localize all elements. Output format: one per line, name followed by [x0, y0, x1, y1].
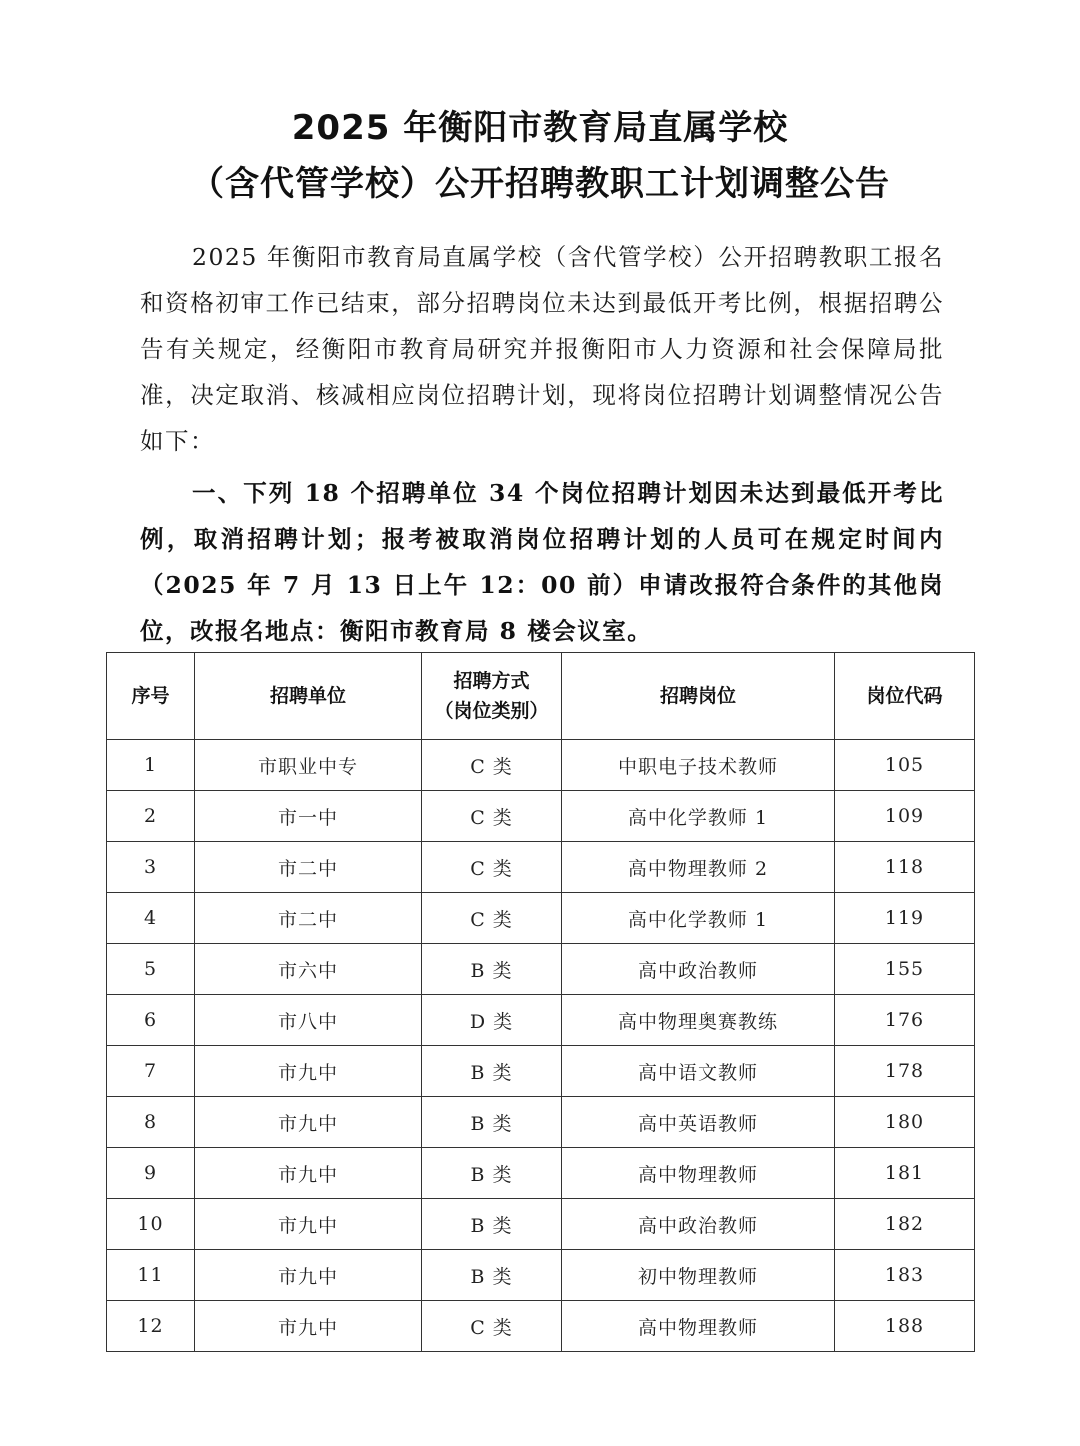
cell-method: B 类	[422, 1199, 562, 1250]
cell-method: C 类	[422, 791, 562, 842]
cell-post: 高中化学教师 1	[562, 893, 835, 944]
cell-code: 188	[835, 1301, 975, 1352]
cell-unit: 市九中	[195, 1250, 422, 1301]
cell-code: 109	[835, 791, 975, 842]
cell-code: 182	[835, 1199, 975, 1250]
section-1-paragraph: 一、下列 18 个招聘单位 34 个岗位招聘计划因未达到最低开考比例，取消招聘计划；报考被取消岗位招聘计划的人员可在规定时间内（2025 年 7 月 13 日上午 12：00 前）申请改报符合条件的其他岗位，改报名地点：衡阳市教育局 8 楼会议室。	[140, 479, 944, 645]
cell-code: 105	[835, 740, 975, 791]
cell-code: 176	[835, 995, 975, 1046]
cell-post: 高中物理教师 2	[562, 842, 835, 893]
table-row	[107, 791, 975, 842]
cell-code: 118	[835, 842, 975, 893]
table-row	[107, 1097, 975, 1148]
cell-unit: 市六中	[195, 944, 422, 995]
cell-code: 183	[835, 1250, 975, 1301]
cell-no: 3	[107, 842, 195, 893]
cell-method: C 类	[422, 1301, 562, 1352]
cell-method: B 类	[422, 1250, 562, 1301]
table-row	[107, 1250, 975, 1301]
cell-post: 高中化学教师 1	[562, 791, 835, 842]
cell-no: 4	[107, 893, 195, 944]
intro-paragraph: 2025 年衡阳市教育局直属学校（含代管学校）公开招聘教职工报名和资格初审工作已结束，部分招聘岗位未达到最低开考比例，根据招聘公告有关规定，经衡阳市教育局研究并报衡阳市人力资源和社会保障局批准，决定取消、核减相应岗位招聘计划，现将岗位招聘计划调整情况公告如下：	[140, 243, 944, 455]
cell-method: B 类	[422, 1097, 562, 1148]
cell-code: 178	[835, 1046, 975, 1097]
cell-post: 高中物理奥赛教练	[562, 995, 835, 1046]
cell-method: C 类	[422, 740, 562, 791]
cell-unit: 市九中	[195, 1097, 422, 1148]
cell-post: 高中物理教师	[562, 1148, 835, 1199]
header-unit: 招聘单位	[195, 653, 422, 740]
cell-code: 155	[835, 944, 975, 995]
cell-no: 2	[107, 791, 195, 842]
cell-post: 高中英语教师	[562, 1097, 835, 1148]
cell-unit: 市二中	[195, 842, 422, 893]
cancelled-posts-table	[106, 652, 975, 1352]
cell-unit: 市九中	[195, 1199, 422, 1250]
table-row	[107, 1046, 975, 1097]
header-no: 序号	[107, 653, 195, 740]
header-code: 岗位代码	[835, 653, 975, 740]
cell-no: 5	[107, 944, 195, 995]
cell-method: B 类	[422, 1046, 562, 1097]
cell-no: 7	[107, 1046, 195, 1097]
table-row	[107, 893, 975, 944]
cell-no: 10	[107, 1199, 195, 1250]
cell-unit: 市九中	[195, 1148, 422, 1199]
table-row	[107, 1301, 975, 1352]
cell-method: B 类	[422, 944, 562, 995]
cell-post: 高中语文教师	[562, 1046, 835, 1097]
cell-unit: 市一中	[195, 791, 422, 842]
table-row	[107, 740, 975, 791]
cell-no: 9	[107, 1148, 195, 1199]
cell-post: 高中物理教师	[562, 1301, 835, 1352]
cell-no: 12	[107, 1301, 195, 1352]
table-header-row	[107, 653, 975, 740]
cell-code: 181	[835, 1148, 975, 1199]
cell-post: 高中政治教师	[562, 944, 835, 995]
cell-unit: 市二中	[195, 893, 422, 944]
cell-code: 119	[835, 893, 975, 944]
title-line-1: 2025 年衡阳市教育局直属学校	[291, 108, 789, 148]
cell-code: 180	[835, 1097, 975, 1148]
cell-unit: 市八中	[195, 995, 422, 1046]
header-method	[422, 653, 562, 740]
cell-post: 初中物理教师	[562, 1250, 835, 1301]
header-post: 招聘岗位	[562, 653, 835, 740]
cell-unit: 市九中	[195, 1046, 422, 1097]
table-row	[107, 842, 975, 893]
cell-post: 中职电子技术教师	[562, 740, 835, 791]
header-method-line-1: 招聘方式	[453, 670, 530, 692]
cell-post: 高中政治教师	[562, 1199, 835, 1250]
table-row	[107, 1199, 975, 1250]
cell-method: C 类	[422, 842, 562, 893]
cell-unit: 市九中	[195, 1301, 422, 1352]
table-row	[107, 1148, 975, 1199]
header-method-line-2: （岗位类别）	[434, 700, 549, 722]
cell-no: 1	[107, 740, 195, 791]
cell-unit: 市职业中专	[195, 740, 422, 791]
cell-no: 8	[107, 1097, 195, 1148]
cell-method: B 类	[422, 1148, 562, 1199]
cell-method: D 类	[422, 995, 562, 1046]
table-row	[107, 995, 975, 1046]
title-line-2: （含代管学校）公开招聘教职工计划调整公告	[190, 164, 890, 204]
cell-no: 11	[107, 1250, 195, 1301]
table-row	[107, 944, 975, 995]
cell-method: C 类	[422, 893, 562, 944]
cell-no: 6	[107, 995, 195, 1046]
